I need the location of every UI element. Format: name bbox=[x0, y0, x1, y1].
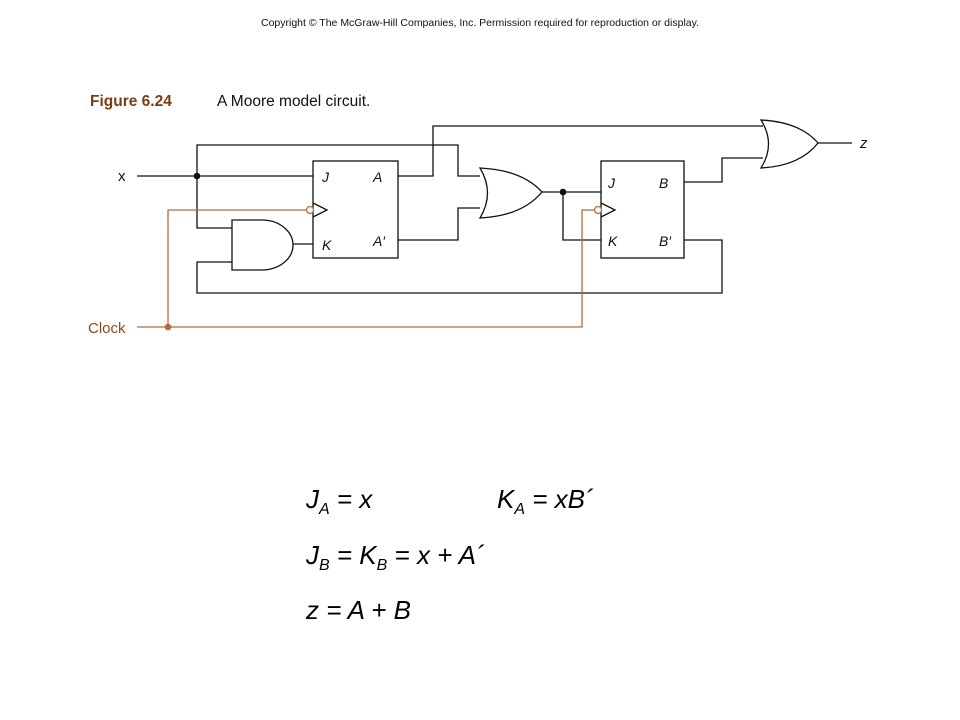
junction-x bbox=[194, 173, 201, 180]
equation-ka: $K_A$ = xB´ bbox=[497, 484, 594, 518]
wire-abar-to-or1 bbox=[398, 208, 480, 240]
wire-and-lower-input bbox=[197, 240, 722, 293]
equation-ja: $J_A = x$ bbox=[306, 484, 373, 518]
ff-b-k-label: K bbox=[608, 233, 618, 249]
ff-a-q-label: A bbox=[373, 169, 383, 185]
copyright-notice: Copyright © The McGraw-Hill Companies, Inc. Permission required for reproduction or display. bbox=[260, 17, 700, 29]
clock-bubble-a bbox=[307, 207, 314, 214]
figure-label: Figure 6.24 bbox=[90, 93, 172, 110]
ff-a-k-label: K bbox=[322, 237, 332, 253]
ff-a-qbar-label: A′ bbox=[373, 233, 385, 249]
circuit-wires bbox=[137, 120, 852, 293]
equation-jb-kb: $J_B = K_B = x$ + A´ bbox=[306, 540, 485, 574]
junction-or1-out bbox=[560, 189, 567, 196]
ff-b-j-label: J bbox=[608, 175, 615, 191]
clock-triangle-b bbox=[601, 203, 615, 217]
wire-clock-to-ff-a bbox=[168, 210, 306, 327]
ff-b-q-label: B bbox=[659, 175, 669, 191]
clock-bubble-b bbox=[595, 207, 602, 214]
wire-b-to-or2 bbox=[684, 158, 763, 182]
clock-triangle-a bbox=[313, 203, 327, 217]
wire-a-to-or2 bbox=[398, 126, 763, 176]
equation-z: z = A + B bbox=[306, 595, 412, 625]
and-gate bbox=[232, 220, 293, 270]
figure-caption: A Moore model circuit. bbox=[217, 93, 371, 110]
ff-b-qbar-label: B′ bbox=[659, 233, 671, 249]
junction-clock bbox=[165, 324, 172, 331]
clock-wires bbox=[137, 207, 602, 328]
ff-a-j-label: J bbox=[322, 169, 329, 185]
input-x-label: x bbox=[118, 168, 126, 185]
clock-label: Clock bbox=[88, 320, 126, 337]
or-gate-2 bbox=[761, 120, 818, 168]
wire-x-to-and-upper bbox=[197, 176, 232, 228]
output-z-label: z bbox=[860, 135, 868, 152]
or-gate-1 bbox=[480, 168, 542, 218]
